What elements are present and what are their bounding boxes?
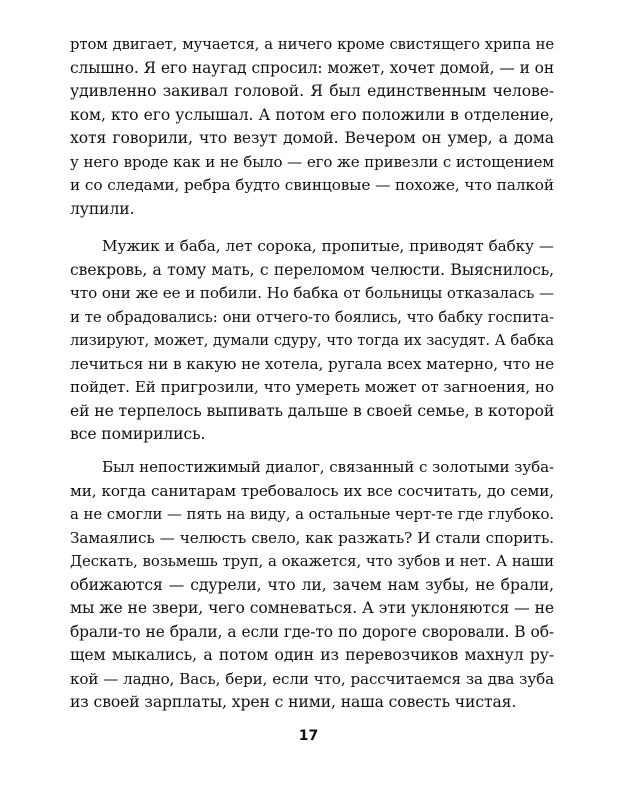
text-line: кой — ладно, Вась, бери, если что, рассчитаемся за два зуба bbox=[70, 669, 554, 688]
text-line: Мужик и баба, лет сорока, пропитые, приводят бабку — bbox=[102, 237, 554, 255]
page-number: 17 bbox=[298, 728, 319, 744]
text-line: щем мыкались, а потом один из перевозчиков махнул ру- bbox=[70, 646, 554, 664]
text-line: хотя говорили, что везут домой. Вечером он умер, а дома bbox=[70, 129, 554, 147]
text-line: ми, когда санитарам требовалось их все сосчитать, до семи, bbox=[70, 481, 554, 500]
text-line: что они же ее и побили. Но бабка от больницы отказалась — bbox=[70, 284, 554, 302]
text-line: мы же не звери, чего сомневаться. А эти уклоняются — не bbox=[70, 599, 554, 617]
text-line: Дескать, возьмешь труп, а окажется, что зубов и нет. А наши bbox=[70, 552, 554, 570]
text-line: Был непостижимый диалог, связанный с золотыми зуба- bbox=[102, 458, 554, 476]
text-line: лизируют, может, думали сдуру, что тогда их засудят. А бабка bbox=[70, 332, 554, 349]
text-line: лупили. bbox=[70, 199, 135, 218]
text-line: пойдет. Ей пригрозили, что умереть может от загноения, но bbox=[70, 378, 554, 396]
text-line: из своей зарплаты, хрен с ними, наша совесть чистая. bbox=[70, 693, 517, 711]
text-line: ртом двигает, мучается, а ничего кроме свистящего хрипа не bbox=[70, 36, 554, 53]
text-line: ком, кто его услышал. А потом его положили в отделение, bbox=[70, 105, 554, 124]
text-line: лечиться ни в какую не хотела, ругала всех матерно, что не bbox=[70, 354, 555, 373]
paragraph-2 bbox=[70, 235, 554, 447]
text-line: ей не терпелось выпивать дальше в своей семье, в которой bbox=[70, 401, 555, 420]
text-line: и те обрадовались: они отчего-то боялись, что бабку госпита- bbox=[70, 307, 554, 326]
text-line: брали-то не брали, а если где-то по дороге своровали. В об- bbox=[70, 622, 554, 641]
text-line: удивленно закивал головой. Я был единственным челове- bbox=[70, 82, 554, 100]
paragraph-3 bbox=[70, 456, 554, 715]
text-line: слышно. Я его наугад спросил: может, хочет домой, — и он bbox=[70, 58, 554, 77]
paragraph-1 bbox=[70, 33, 554, 221]
text-line: все помирились. bbox=[70, 425, 206, 443]
text-line: обижаются — сдурели, что ли, зачем нам зубы, не брали, bbox=[70, 575, 554, 594]
text-line: а не смогли — пять на виду, а остальные черт-те где глубоко. bbox=[70, 505, 554, 523]
text-line: у него вроде как и не было — его же привезли с истощением bbox=[70, 152, 554, 171]
text-line: Замаялись — челюсть свело, как разжать? И стали спорить. bbox=[70, 528, 554, 547]
text-line: и со следами, ребра будто свинцовые — похоже, что палкой bbox=[70, 176, 554, 194]
text-line: свекровь, а тому мать, с переломом челюсти. Выяснилось, bbox=[70, 260, 554, 279]
